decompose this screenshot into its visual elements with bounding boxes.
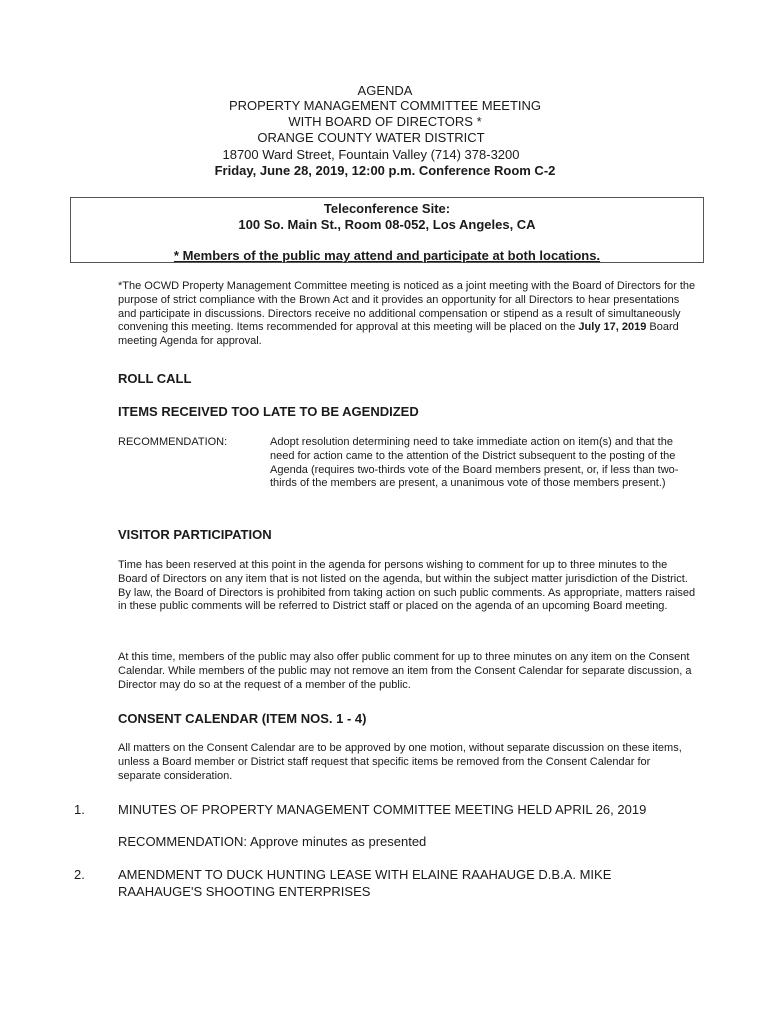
agenda-title: AGENDA (357, 83, 413, 98)
visitor-participation-heading: VISITOR PARTICIPATION (118, 527, 272, 542)
intro-text-before: *The OCWD Property Management Committee meeting is noticed as a joint meeting with the Board of Directors for the purpose of strict compliance with the Brown Act and it provides an opportunity for all Directors to hear presentations and participate in discussions. Directors receive no additional compensation or stipend as a result of simultaneously convening this meeting. Items recommended for approval at this meeting will be placed on the (118, 280, 696, 334)
item-1-recommendation-text: Approve minutes as presented (249, 834, 427, 849)
organization-name: ORANGE COUNTY WATER DISTRICT (257, 130, 485, 145)
item-1-number: 1. (74, 802, 85, 817)
intro-board-date: July 17, 2019 (578, 321, 647, 334)
late-items-heading: ITEMS RECEIVED TOO LATE TO BE AGENDIZED (118, 404, 419, 419)
visitor-paragraph-1: Time has been reserved at this point in the agenda for persons wishing to comment for up to three minutes to the Board of Directors on any item that is not listed on the agenda, but within the subject matter jurisdiction of the District. By law, the Board of Directors is prohibited from taking action on such public comments. As appropriate, matters raised in these public comments will be referred to District staff or placed on the agenda of an upcoming Board meeting. (118, 559, 696, 613)
item-2-number: 2. (74, 867, 85, 882)
visitor-paragraph-2: At this time, members of the public may also offer public comment for up to three minutes on any item on the Consent Calendar. While members of the public may not remove an item from the Consent Calendar for separate discussion, a Director may do so at the request of a member of the public. (118, 651, 692, 691)
item-2-title: AMENDMENT TO DUCK HUNTING LEASE WITH ELAINE RAAHAUGE D.B.A. MIKE RAAHAUGE'S SHOOTING ENTERPRISES (118, 867, 612, 899)
intro-paragraph (118, 280, 696, 349)
late-items-recommendation-text: Adopt resolution determining need to take immediate action on item(s) and that the need for action came to the attention of the District subsequent to the posting of the Agenda (requires two-thirds vote of the Board members present, or, if less than two-thirds of the members are present, a unanimous vote of those members present.) (270, 436, 679, 490)
meeting-with: WITH BOARD OF DIRECTORS * (288, 114, 482, 129)
meeting-name: PROPERTY MANAGEMENT COMMITTEE MEETING (228, 98, 542, 113)
teleconference-box (70, 197, 704, 263)
organization-address: 18700 Ward Street, Fountain Valley (714) 378-3200 (222, 147, 520, 162)
roll-call-heading: ROLL CALL (118, 371, 192, 386)
consent-calendar-paragraph: All matters on the Consent Calendar are to be approved by one motion, without separate discussion on these items, unless a Board member or District staff request that specific items be removed from the Consent Calendar for separate consideration. (118, 742, 682, 782)
item-1-recommendation (118, 833, 678, 850)
item-1-title: MINUTES OF PROPERTY MANAGEMENT COMMITTEE MEETING HELD APRIL 26, 2019 (118, 802, 647, 817)
item-1-recommendation-label: RECOMMENDATION: (118, 834, 248, 849)
intro-text-after: Board meeting Agenda for approval. (118, 321, 679, 348)
meeting-datetime: Friday, June 28, 2019, 12:00 p.m. Conference Room C-2 (214, 163, 556, 178)
teleconference-note: * Members of the public may attend and participate at both locations. (173, 248, 601, 263)
teleconference-address: 100 So. Main St., Room 08-052, Los Angeles, CA (238, 217, 536, 232)
late-items-recommendation-label: RECOMMENDATION: (118, 436, 228, 448)
consent-calendar-heading: CONSENT CALENDAR (ITEM NOS. 1 - 4) (118, 711, 367, 726)
teleconference-title: Teleconference Site: (323, 201, 451, 216)
